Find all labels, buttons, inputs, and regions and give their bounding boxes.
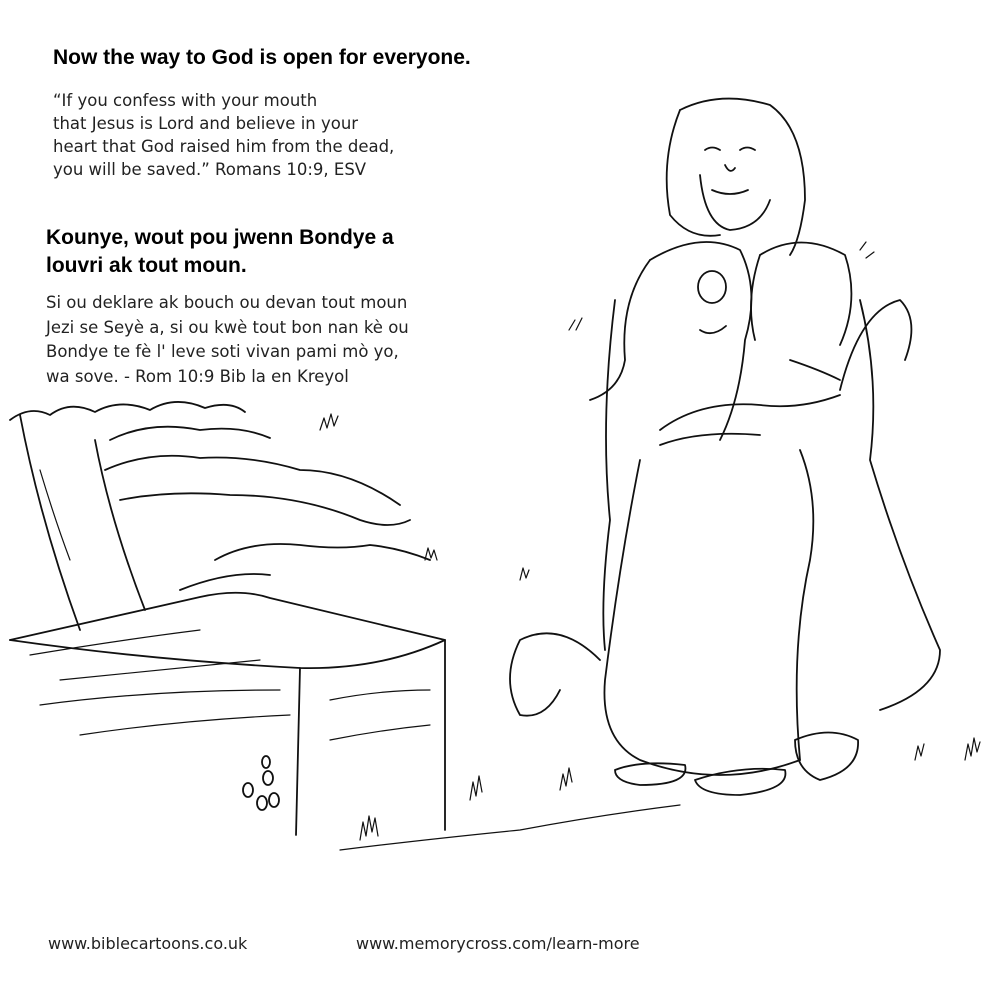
english-verse	[53, 89, 473, 181]
footer-url-memorycross: www.memorycross.com/learn-more	[356, 934, 640, 953]
creole-verse-line: Si ou deklare ak bouch ou devan tout moun	[46, 293, 408, 312]
stone-slab-drawing	[10, 593, 445, 835]
creole-verse-line: wa sove. - Rom 10:9 Bib la en Kreyol	[46, 366, 349, 386]
figures-embrace-drawing	[510, 99, 940, 795]
bush-drawing	[10, 402, 529, 590]
english-verse-line: you will be saved.” Romans 10:9, ESV	[53, 160, 367, 179]
creole-verse-line: Jezi se Seyè a, si ou kwè tout bon nan kè ou	[46, 317, 409, 337]
footer-url-biblecartoons: www.biblecartoons.co.uk	[48, 934, 248, 953]
creole-verse	[46, 291, 476, 389]
creole-heading-line: louvri ak tout moun.	[46, 254, 247, 277]
creole-heading-line: Kounye, wout pou jwenn Bondye a	[46, 226, 394, 249]
english-verse-line: that Jesus is Lord and believe in your	[53, 114, 359, 133]
creole-verse-line: Bondye te fè l' leve soti vivan pami mò yo,	[46, 342, 399, 361]
grass-drawing	[340, 738, 980, 850]
creole-heading	[46, 224, 466, 280]
tree-trunk-drawing	[20, 415, 145, 630]
english-verse-line: “If you confess with your mouth	[53, 91, 318, 110]
english-heading: Now the way to God is open for everyone.	[53, 46, 471, 69]
english-verse-line: heart that God raised him from the dead,	[53, 137, 395, 156]
